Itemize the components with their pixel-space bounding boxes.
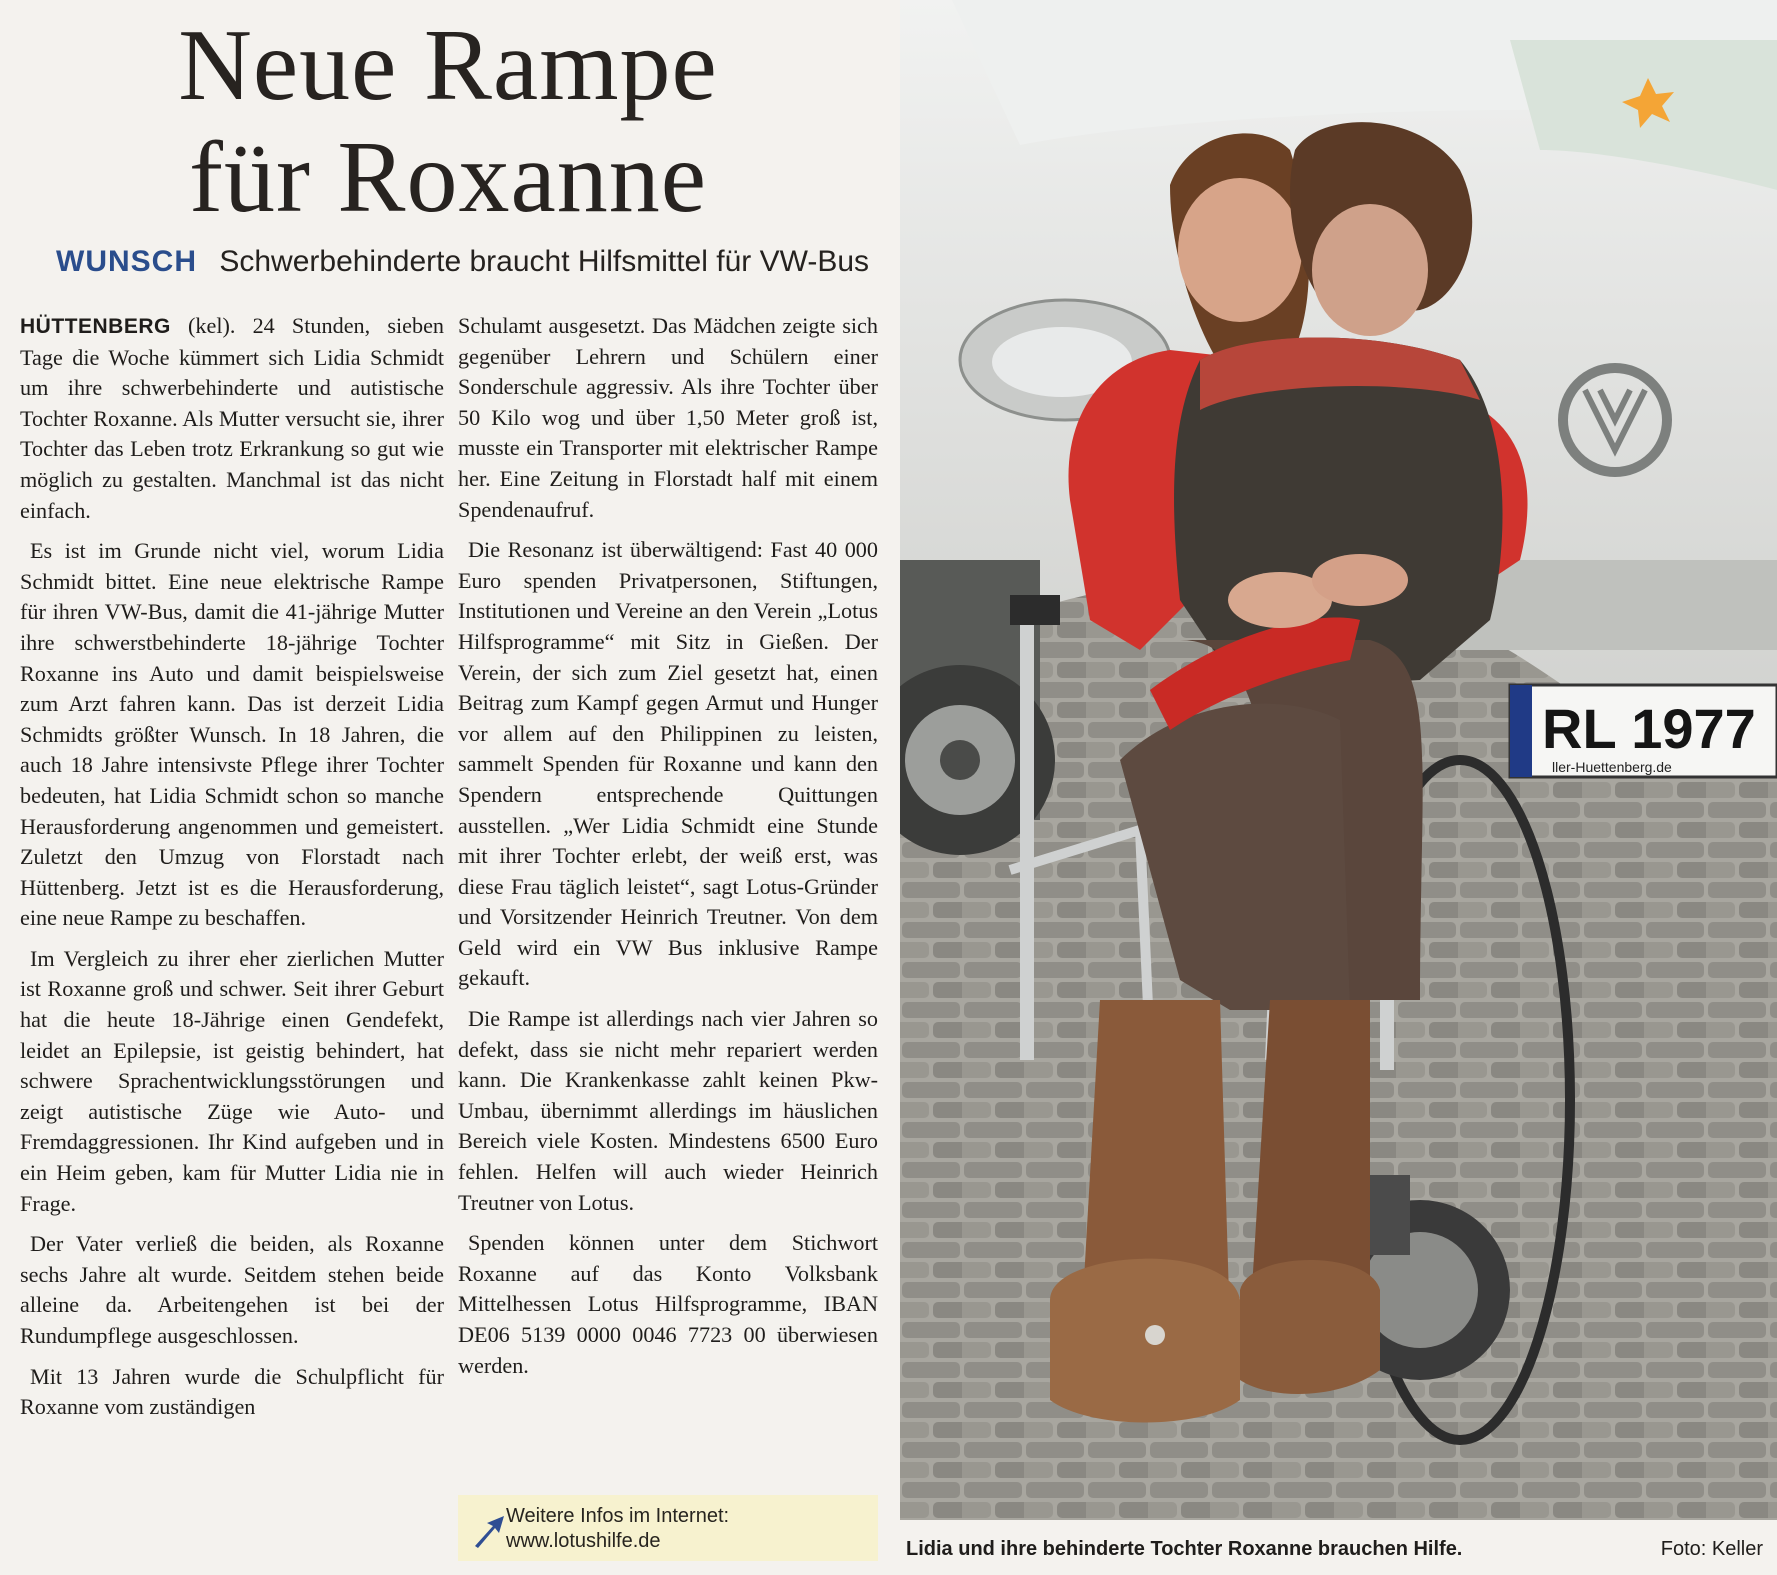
- info-box[interactable]: [458, 1495, 878, 1561]
- paragraph: Es ist im Grunde nicht viel, worum Lidia Schmidt bittet. Eine neue elektrische Rampe für ihren VW-Bus, damit die 41-jährige Mutter ihre schwerstbehinderte 18-jährige Tochter Roxanne ins Auto und damit beispielsweise zum Arzt fahren kann. Das ist derzeit Lidia Schmidts größter Wunsch. In 18 Jahren, die auch 18 Jahre intensivste Pflege ihrer Tochter bedeuten, hat Lidia Schmidt schon so manche Herausforderung angenommen und gemeistert. Zuletzt den Umzug von Florstadt nach Hüttenberg. Jetzt ist es die Herausforderung, eine neue Rampe zu beschaffen.: [20, 538, 444, 931]
- article-column-1: [20, 311, 444, 1433]
- paragraph: Schulamt ausgesetzt. Das Mädchen zeigte sich gegenüber Lehrern und Schülern einer Sonderschule aggressiv. Als ihre Tochter über 50 Kilo wog und über 1,50 Meter groß ist, musste ein Transporter mit elektrischer Rampe her. Eine Zeitung in Florstadt half mit einem Spendenaufruf.: [458, 313, 878, 522]
- photo-credit: Foto: Keller: [1660, 1538, 1763, 1560]
- paragraph: Die Resonanz ist überwältigend: Fast 40 000 Euro spenden Privatpersonen, Stiftungen, Institutionen und Vereine an den Verein „Lotus Hilfsprogramme“ mit Sitz in Gießen. Der Verein, der sich zum Ziel gesetzt hat, einen Beitrag zum Kampf gegen Armut und Hunger vor allem auf den Philippinen zu leisten, sammelt Spenden für Roxanne und kann den Spendern entsprechende Quittungen ausstellen. „Wer Lidia Schmidt eine Stunde mit ihrer Tochter erlebt, der weiß erst, was diese Frau täglich leistet“, sagt Lotus-Gründer und Vorsitzender Heinrich Treutner. Von dem Geld wird ein VW Bus inklusive Rampe gekauft.: [458, 537, 878, 991]
- license-plate: [1510, 685, 1777, 777]
- kicker: WUNSCH: [56, 245, 197, 278]
- photo-caption-row: [900, 1535, 1777, 1569]
- article-column-2: [458, 311, 878, 1391]
- paragraph-text: (kel). 24 Stunden, sieben Tage die Woche kümmert sich Lidia Schmidt um ihre schwerbehinderte und autistische Tochter Roxanne. Als Mutter versucht sie, ihrer Tochter das Leben trotz Erkrankung so gut wie möglich zu gestalten. Manchmal ist das nicht einfach.: [20, 313, 445, 523]
- subheadline: Schwerbehinderte braucht Hilfsmittel für VW-Bus: [219, 245, 870, 278]
- arrow-icon: [468, 1511, 508, 1551]
- paragraph: Die Rampe ist allerdings nach vier Jahren so defekt, dass sie nicht mehr repariert werden kann. Die Krankenkasse zahlt keinen Pkw-Umbau, übernimmt allerdings im häuslichen Bereich viele Kosten. Mindestens 6500 Euro fehlen. Helfen will auch wieder Heinrich Treutner von Lotus.: [458, 1006, 878, 1215]
- paragraph: Im Vergleich zu ihrer eher zierlichen Mutter ist Roxanne groß und schwer. Seit ihrer Geburt hat die heute 18-Jährige einen Gendefekt, leidet an Epilepsie, ist geistig behindert, hat schwere Sprachentwicklungsstörungen und zeigt autistische Züge wie Auto- und Fremdaggressionen. Ihr Kind aufgeben und in ein Heim geben, kam für Mutter Lidia nie in Frage.: [20, 945, 444, 1216]
- paragraph: Spenden können unter dem Stichwort Roxanne auf das Konto Volksbank Mittelhessen Lotus Hilfsprogramme, IBAN DE06 5139 0000 0046 7723 00 überwiesen werden.: [458, 1230, 878, 1378]
- article-photo: [900, 0, 1777, 1520]
- headline-line-2: für Roxanne: [188, 121, 707, 234]
- paragraph: Der Vater verließ die beiden, als Roxanne sechs Jahre alt wurde. Seitdem stehen beide alleine da. Arbeitengehen ist bei der Rundumpflege ausgeschlossen.: [20, 1231, 444, 1348]
- headline: [18, 10, 878, 234]
- subheadline-row: [56, 242, 916, 282]
- info-label: Weitere Infos im Internet:: [506, 1505, 730, 1527]
- photo-caption: Lidia und ihre behinderte Tochter Roxanne brauchen Hilfe.: [906, 1538, 1463, 1560]
- dateline: HÜTTENBERG: [20, 315, 171, 338]
- plate-frame-text: ller-Huettenberg.de: [1552, 759, 1672, 775]
- info-link[interactable]: www.lotushilfe.de: [506, 1530, 661, 1552]
- headline-line-1: Neue Rampe: [178, 9, 718, 122]
- photo-illustration: [900, 0, 1777, 1520]
- paragraph: Mit 13 Jahren wurde die Schulpflicht für Roxanne vom zuständigen: [20, 1363, 444, 1420]
- paragraph: [20, 311, 444, 526]
- license-plate-text: RL 1977: [1542, 697, 1756, 760]
